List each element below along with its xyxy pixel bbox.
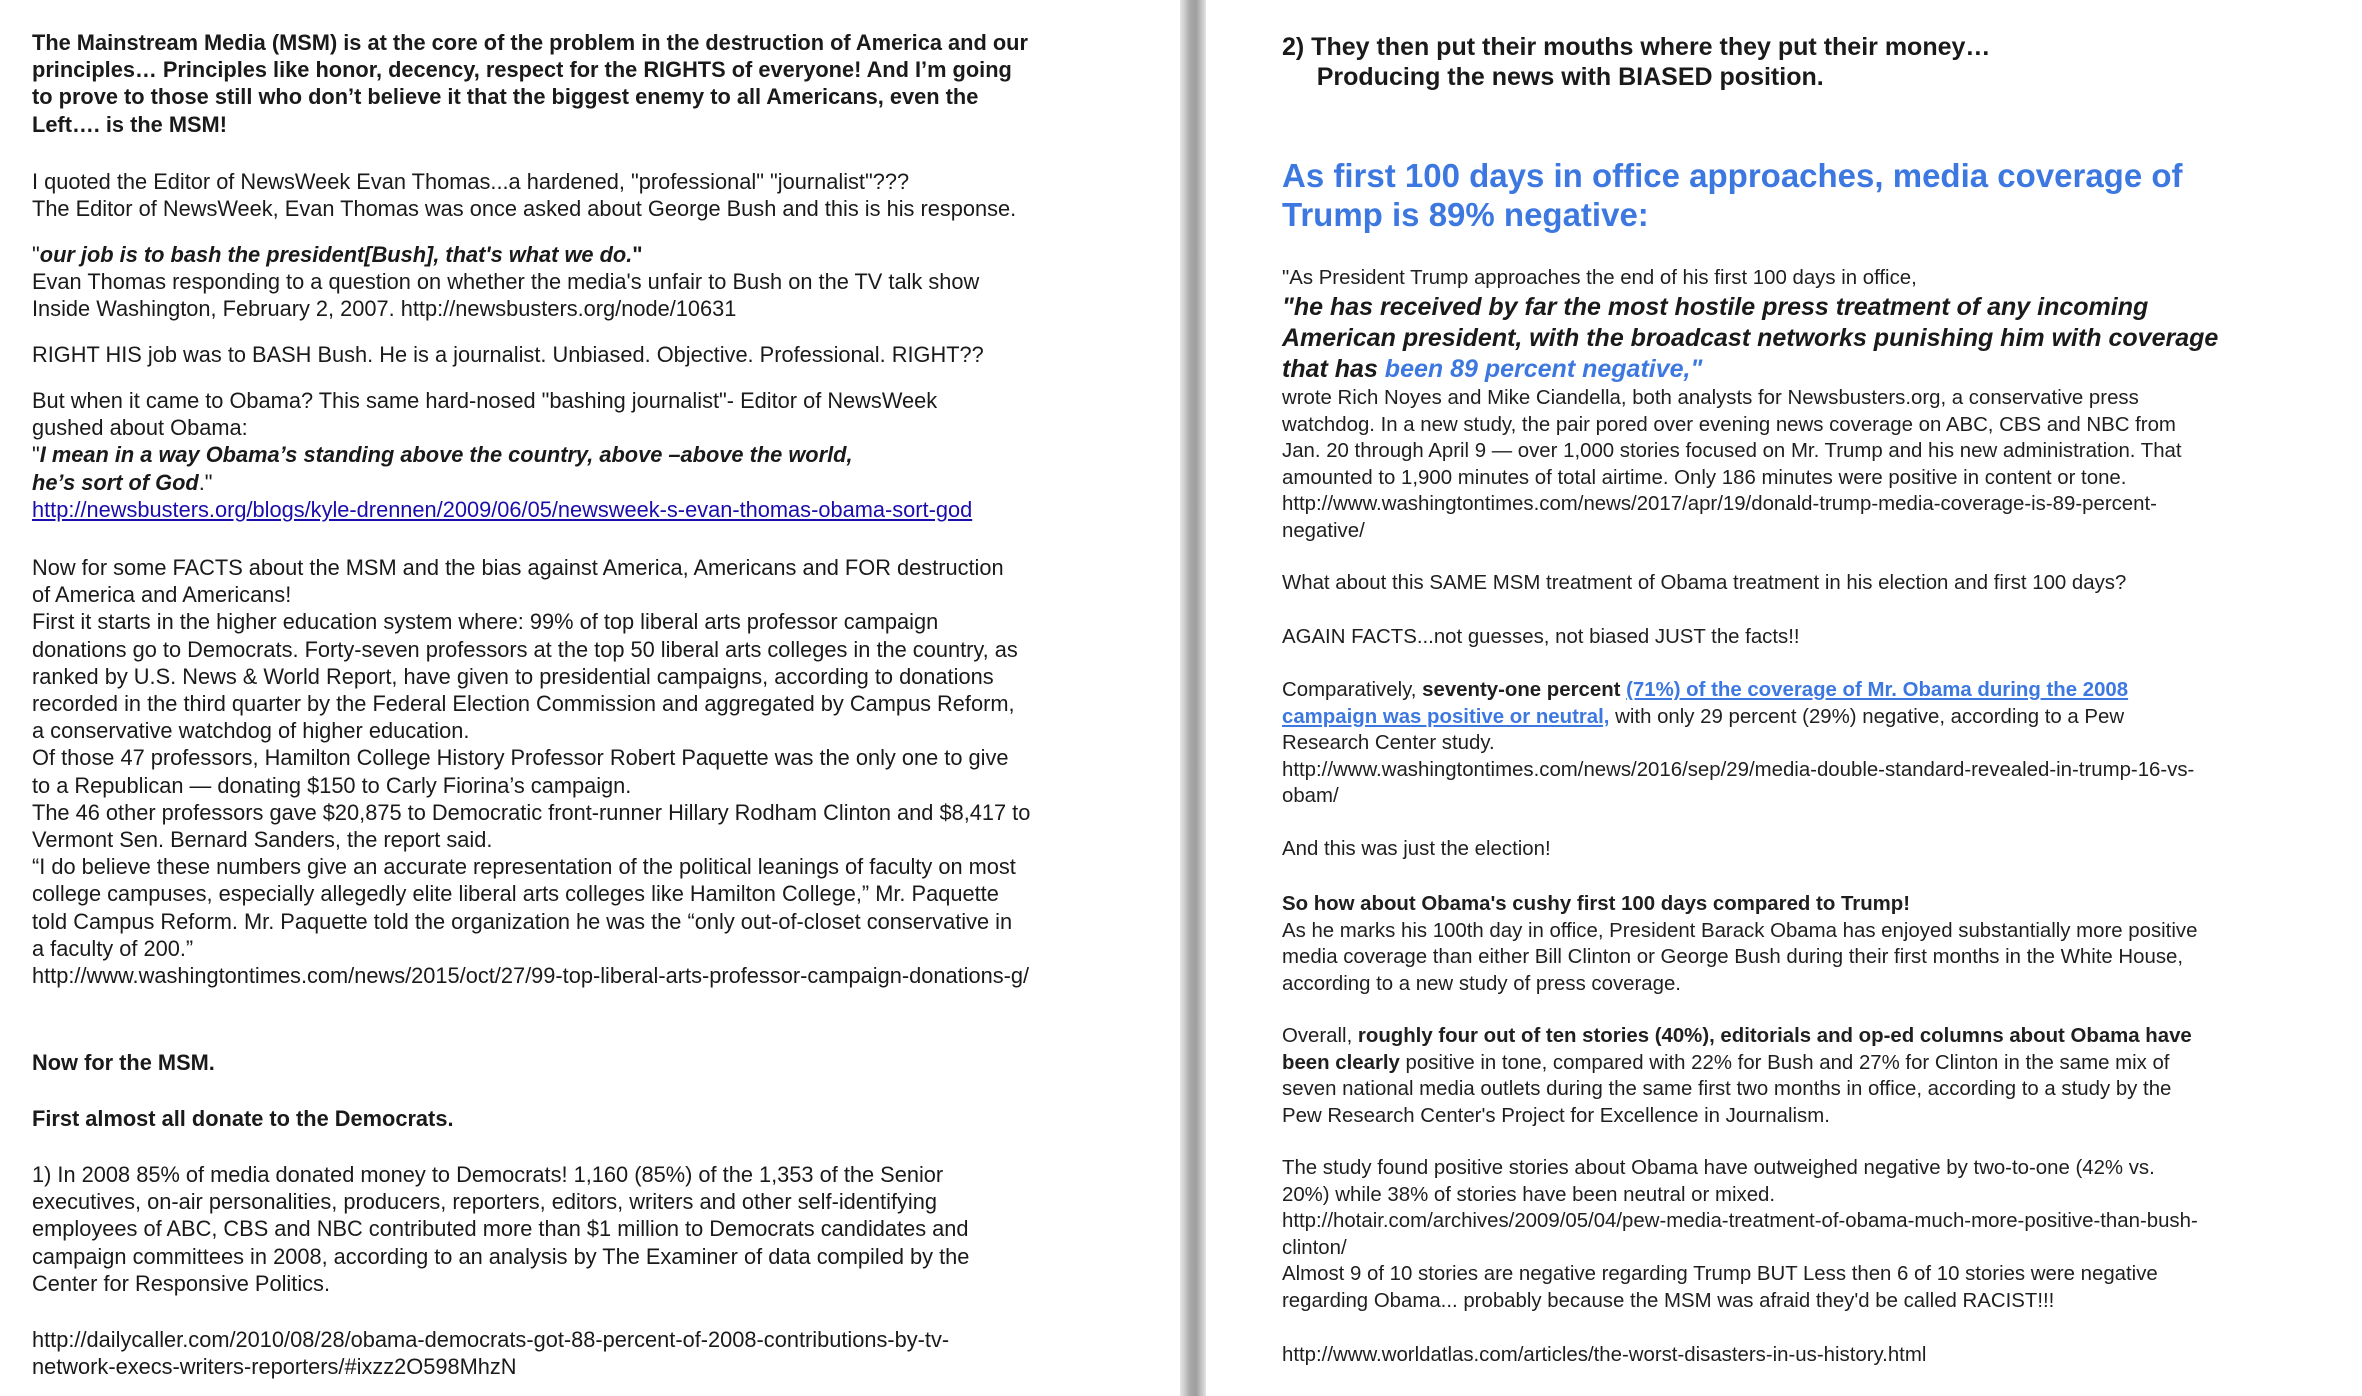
quote-bold-line: "he has received by far the most hostile press treatment of any incoming xyxy=(1282,292,2149,321)
quote-bold-line-last xyxy=(1282,354,2342,385)
quote-open-mark: " xyxy=(32,442,40,468)
intro-line: to prove to those still who don’t believe it that the biggest enemy to all Americans, even the xyxy=(32,84,979,110)
point-one-line: campaign committees in 2008, according to an analysis by The Examiner of data compiled by the xyxy=(32,1243,970,1269)
noyes-line: http://www.washingtontimes.com/news/2017/apr/19/donald-trump-media-coverage-is-89-percent- xyxy=(1282,493,2157,516)
comparatively-line xyxy=(1282,677,2342,704)
point-one-line: employees of ABC, CBS and NBC contributed more than $1 million to Democrats candidates and xyxy=(32,1216,969,1242)
noyes-line: Jan. 20 through April 9 — over 1,000 stories focused on Mr. Trump and his new administration. That xyxy=(1282,440,2182,463)
donate-heading: First almost all donate to the Democrats. xyxy=(32,1106,454,1131)
headline-line: Trump is 89% negative: xyxy=(1282,196,1649,233)
god-quote-line1 xyxy=(32,441,1152,468)
facts-url-line: http://www.washingtontimes.com/news/2015/oct/27/99-top-liberal-arts-professor-campaign-donations-g/ xyxy=(32,963,1030,989)
comparatively-line: Research Center study. xyxy=(1282,732,1495,755)
intro-line: The Mainstream Media (MSM) is at the core of the problem in the destruction of America and our xyxy=(32,30,1028,55)
comparatively-line xyxy=(1282,704,2342,731)
comp-text: with only 29 percent (29%) negative, according to a Pew xyxy=(1609,705,2125,728)
facts-line: Now for some FACTS about the MSM and the bias against America, Americans and FOR destruction xyxy=(32,555,1004,580)
newsbusters-link[interactable]: http://newsbusters.org/blogs/kyle-drennen/2009/06/05/newsweek-s-evan-thomas-obama-sort-god xyxy=(32,496,973,522)
overall-line xyxy=(1282,1050,2342,1077)
overall-text: positive in tone, compared with 22% for Bush and 27% for Clinton in the same mix of xyxy=(1399,1051,2170,1074)
noyes-line: wrote Rich Noyes and Mike Ciandella, both analysts for Newsbusters.org, a conservative press xyxy=(1282,387,2139,409)
bash-quote-context: Evan Thomas responding to a question on whether the media's unfair to Bush on the TV talk show xyxy=(32,269,980,295)
point-one-line: Center for Responsive Politics. xyxy=(32,1270,331,1296)
comparatively-line: obam/ xyxy=(1282,785,1339,808)
evan-thomas-paragraph xyxy=(32,168,1152,222)
bash-quote-context: Inside Washington, February 2, 2007. http://newsbusters.org/node/10631 xyxy=(32,296,737,322)
worldatlas-url: http://www.worldatlas.com/articles/the-worst-disasters-in-us-history.html xyxy=(1282,1344,1927,1366)
god-quote-line2 xyxy=(32,469,1152,496)
cushy-line: As he marks his 100th day in office, President Barack Obama has enjoyed substantially more positive xyxy=(1282,919,2198,942)
facts-line: Of those 47 professors, Hamilton College History Professor Robert Paquette was the only one to give xyxy=(32,745,1009,771)
facts-line: ranked by U.S. News & World Report, have given to presidential campaigns, according to donations xyxy=(32,663,994,689)
page-gutter xyxy=(1180,0,1206,1396)
pew-coverage-link[interactable]: (71%) of the coverage of Mr. Obama during the 2008 xyxy=(1626,679,2129,701)
bash-quote-block xyxy=(32,241,1152,323)
study-line: http://hotair.com/archives/2009/05/04/pew-media-treatment-of-obama-much-more-positive-than-bush- xyxy=(1282,1210,2198,1233)
facts-line: a faculty of 200.” xyxy=(32,935,194,961)
overall-bold-text: been clearly xyxy=(1282,1051,1400,1074)
right-heading-line: 2) They then put their mouths where they put their money… xyxy=(1282,33,1991,61)
trump-quote-block xyxy=(1282,265,2342,385)
overall-line: seven national media outlets during the same first two months in office, according to a study by the xyxy=(1282,1078,2172,1101)
intro-line: Left…. is the MSM! xyxy=(32,111,227,137)
cushy-heading: So how about Obama's cushy first 100 days compared to Trump! xyxy=(1282,893,1911,915)
facts-line: donations go to Democrats. Forty-seven professors at the top 50 liberal arts colleges in the country, as xyxy=(32,636,1018,662)
noyes-line: watchdog. In a new study, the pair pored over evening news coverage on ABC, CBS and NBC from xyxy=(1282,413,2176,436)
right-page xyxy=(1206,0,2362,1396)
what-about-line: What about this SAME MSM treatment of Obama treatment in his election and first 100 days? xyxy=(1282,572,2127,594)
facts-line: a conservative watchdog of higher education. xyxy=(32,718,470,744)
facts-line: to a Republican — donating $150 to Carly Fiorina’s campaign. xyxy=(32,772,632,798)
god-quote-link-line xyxy=(32,496,1152,523)
comparatively-paragraph xyxy=(1282,677,2342,810)
url-line: network-execs-writers-reporters/#ixzz2O598MhzN xyxy=(32,1354,517,1380)
headline-line: As first 100 days in office approaches, media coverage of xyxy=(1282,157,2183,194)
obama-paragraph xyxy=(32,387,1152,523)
noyes-line: negative/ xyxy=(1282,519,1365,542)
study-line: regarding Obama... probably because the MSM was afraid they'd be called RACIST!!! xyxy=(1282,1289,2055,1312)
quote-prefix: that has xyxy=(1282,354,1385,383)
study-line: Almost 9 of 10 stories are negative regarding Trump BUT Less then 6 of 10 stories were negative xyxy=(1282,1263,2158,1286)
comparatively-line: http://www.washingtontimes.com/news/2016/sep/29/media-double-standard-revealed-in-trump-16-vs- xyxy=(1282,758,2195,781)
intro-paragraph xyxy=(32,29,1152,138)
noyes-paragraph xyxy=(1282,385,2342,545)
evan-line: I quoted the Editor of NewsWeek Evan Thomas...a hardened, "professional" "journalist"??? xyxy=(32,169,910,194)
cushy-paragraph xyxy=(1282,891,2342,997)
bash-quote xyxy=(32,241,1152,268)
study-paragraph xyxy=(1282,1155,2342,1315)
url-line: http://dailycaller.com/2010/08/28/obama-democrats-got-88-percent-of-2008-contributions-by-tv- xyxy=(32,1327,950,1352)
right-heading-line: Producing the news with BIASED position. xyxy=(1282,63,1824,91)
study-line: The study found positive stories about Obama have outweighed negative by two-to-one (42% vs. xyxy=(1282,1157,2155,1179)
cushy-line: according to a new study of press coverage. xyxy=(1282,972,1681,995)
point-one-line: 1) In 2008 85% of media donated money to Democrats! 1,160 (85%) of the 1,353 of the Senior xyxy=(32,1162,944,1187)
facts-line: First it starts in the higher education system where: 99% of top liberal arts professor campaign xyxy=(32,609,939,635)
overall-line xyxy=(1282,1023,2342,1050)
obama-line: gushed about Obama: xyxy=(32,415,248,441)
evan-line: The Editor of NewsWeek, Evan Thomas was once asked about George Bush and this is his response. xyxy=(32,196,1017,222)
msm-heading: Now for the MSM. xyxy=(32,1050,215,1075)
trump-headline xyxy=(1282,156,2342,234)
comp-text: Comparatively, xyxy=(1282,679,1423,701)
facts-line: told Campus Reform. Mr. Paquette told the organization he was the “only out-of-closet conservative in xyxy=(32,908,1013,934)
god-quote-text: I mean in a way Obama’s standing above the country, above –above the world, xyxy=(39,442,853,468)
quote-close-mark: " xyxy=(632,242,643,267)
overall-bold-text: roughly four out of ten stories (40%), editorials and op-ed columns about Obama have xyxy=(1357,1025,2192,1047)
again-facts-line: AGAIN FACTS...not guesses, not biased JUST the facts!! xyxy=(1282,626,1800,648)
cushy-line: media coverage than either Bill Clinton or George Bush during their first months in the White House, xyxy=(1282,946,2184,969)
study-line: 20%) while 38% of stories have been neutral or mixed. xyxy=(1282,1183,1776,1206)
intro-line: principles… Principles like honor, decency, respect for the RIGHTS of everyone! And I’m going xyxy=(32,57,1012,83)
facts-line: “I do believe these numbers give an accurate representation of the political leanings of faculty on most xyxy=(32,854,1016,880)
right-his-paragraph xyxy=(32,341,1152,368)
point-one-paragraph xyxy=(32,1161,1152,1297)
noyes-line: amounted to 1,900 minutes of total airtime. Only 186 minutes were positive in content or tone. xyxy=(1282,466,2127,489)
god-quote-text: he’s sort of God xyxy=(32,469,199,495)
left-page xyxy=(0,0,1180,1396)
quote-bold-line: American president, with the broadcast networks punishing him with coverage xyxy=(1282,323,2219,352)
study-line: clinton/ xyxy=(1282,1236,1347,1259)
overall-text: Overall, xyxy=(1282,1025,1358,1047)
dailycaller-url xyxy=(32,1326,1152,1380)
facts-line: The 46 other professors gave $20,875 to Democratic front-runner Hillary Rodham Clinton and $8,417 to xyxy=(32,799,1031,825)
quote-intro: "As President Trump approaches the end of his first 100 days in office, xyxy=(1282,267,1917,289)
facts-line: college campuses, especially allegedly elite liberal arts colleges like Hamilton College,” Mr. Paquette xyxy=(32,881,999,907)
right-his-line: RIGHT HIS job was to BASH Bush. He is a journalist. Unbiased. Objective. Professional. RIGHT?? xyxy=(32,342,984,367)
facts-line: of America and Americans! xyxy=(32,582,292,608)
election-line: And this was just the election! xyxy=(1282,838,1551,860)
overall-line: Pew Research Center's Project for Excellence in Journalism. xyxy=(1282,1104,1830,1127)
bash-quote-text: our job is to bash the president[Bush], that's what we do. xyxy=(39,242,633,267)
right-heading xyxy=(1282,32,2342,92)
comp-bold-text: seventy-one percent xyxy=(1422,679,1621,701)
overall-paragraph xyxy=(1282,1023,2342,1129)
obama-line: But when it came to Obama? This same hard-nosed "bashing journalist"- Editor of NewsWeek xyxy=(32,388,938,413)
pew-coverage-link[interactable]: campaign was positive or neutral, xyxy=(1282,705,1610,728)
facts-line: recorded in the third quarter by the Federal Election Commission and aggregated by Campus Reform, xyxy=(32,691,1015,717)
quote-open-mark: " xyxy=(32,242,40,267)
facts-paragraph xyxy=(32,554,1152,989)
quote-close-mark: ." xyxy=(198,469,213,495)
facts-line: Vermont Sen. Bernard Sanders, the report said. xyxy=(32,827,493,853)
point-one-line: executives, on-air personalities, producers, reporters, editors, writers and other self-identifying xyxy=(32,1189,937,1215)
quote-blue-text: been 89 percent negative," xyxy=(1384,354,1703,383)
